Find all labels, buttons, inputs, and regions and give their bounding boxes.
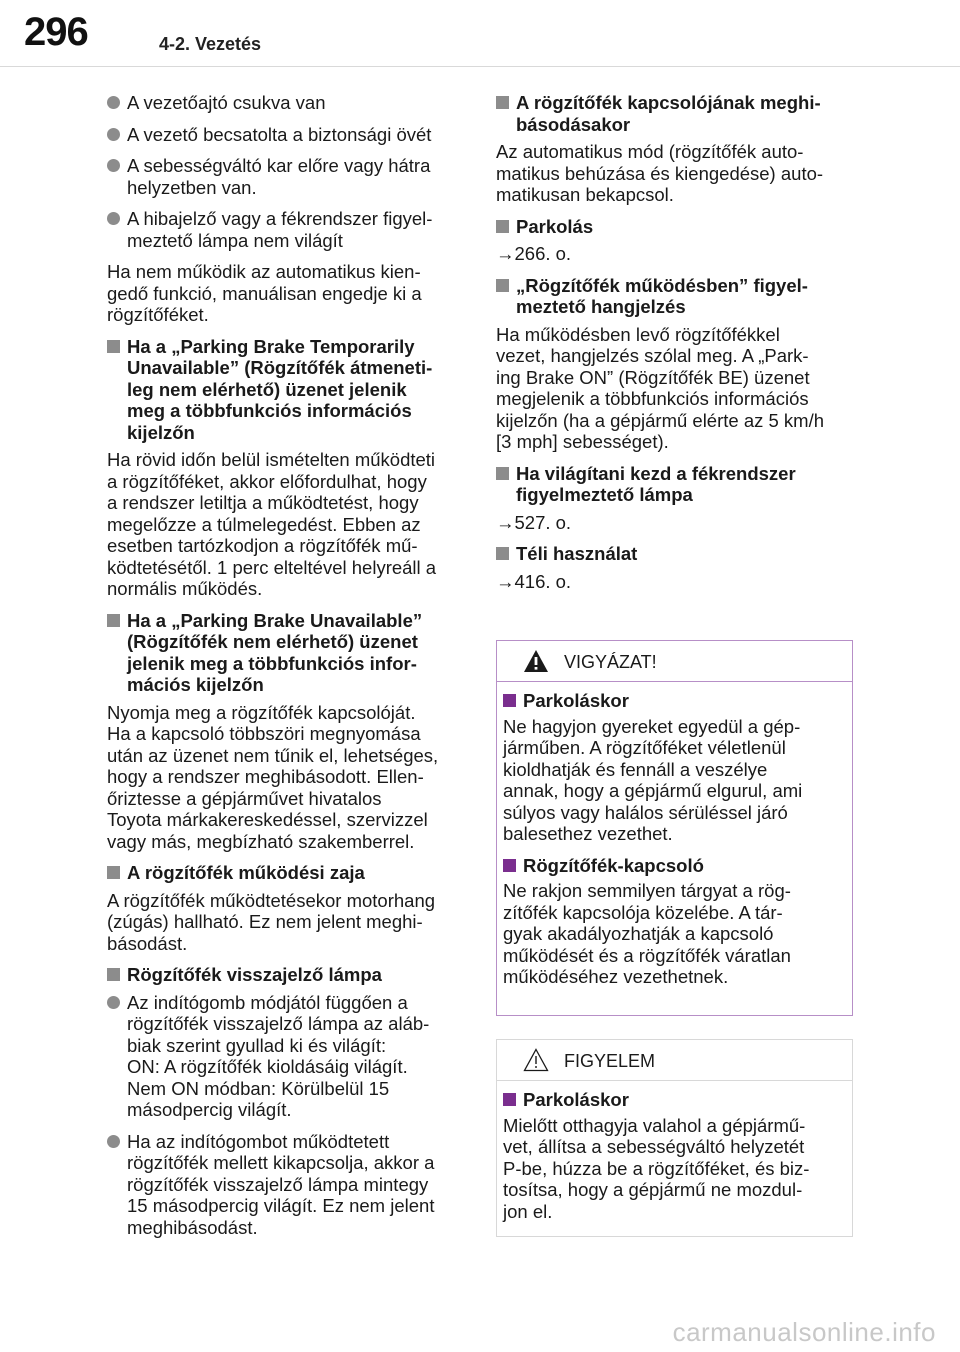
section-heading: Téli használat: [496, 543, 854, 565]
watermark: carmanualsonline.info: [672, 1317, 936, 1347]
paragraph: Ha működésben levő rögzítőfékkel vezet, hangjelzés szólal meg. A „Park- ing Brake ON” (Rögzítőfék BE) üzenet megjelenik a többfunkciós információs kijelzőn (ha a gépjármű elérte az 5 km/h [3 mph] sebességet).: [496, 323, 825, 452]
square-bullet-icon: [496, 547, 509, 560]
paragraph: Nyomja meg a rögzítőfék kapcsolóját. Ha a kapcsoló többszöri megnyomása után az üzenet nem tűnik el, lehetséges, hogy a rendszer meghibásodott. Ellen- őriztesse a gépjárművet hivatalos Toyota márkakereskedéssel, szervizzel vagy más, megbízható szakemberrel.: [107, 701, 439, 852]
notice-header: [497, 1040, 852, 1081]
paragraph: Ne hagyjon gyereket egyedül a gép- járműben. A rögzítőféket véletlenül kioldhatják és fennáll a veszélye annak, hogy a gépjármű elgurul, ami súlyos vagy halálos sérüléssel járó balesethez vezethet.: [503, 715, 803, 844]
caution-box: [496, 640, 853, 1016]
square-bullet-icon: [107, 614, 120, 627]
header-divider: [0, 66, 960, 67]
page-reference: →527. o.: [496, 511, 572, 533]
right-column: [496, 92, 854, 602]
bullet-icon: [107, 996, 120, 1009]
square-bullet-icon: [496, 467, 509, 480]
list-item: A hibajelző vagy a fékrendszer figyel- meztető lámpa nem világít: [107, 208, 465, 251]
section-heading: Ha a „Parking Brake Unavailable” (Rögzítőfék nem elérhető) üzenet jelenik meg a többfunkciós infor- mációs kijelzőn: [107, 610, 465, 696]
square-bullet-icon: [496, 279, 509, 292]
page-reference: →266. o.: [496, 243, 572, 264]
bullet-icon: [107, 128, 120, 141]
section-heading: A rögzítőfék kapcsolójának meghi- básodásakor: [496, 92, 854, 135]
section-title: 4-2. Vezetés: [159, 34, 262, 54]
bullet-icon: [107, 96, 120, 109]
caution-header: [497, 641, 852, 682]
paragraph: Mielőtt otthagyja valahol a gépjármű- vet, állítsa a sebességváltó helyzetét P-be, húzza be a rögzítőféket, és biz- tosítsa, hogy a gépjármű ne mozdul- jon el.: [503, 1114, 810, 1222]
paragraph: A rögzítőfék működtetésekor motorhang (zúgás) hallható. Ez nem jelent meghi- básodást.: [107, 889, 436, 954]
notice-title: FIGYELEM: [564, 1051, 656, 1071]
list-item: A vezető becsatolta a biztonsági övét: [107, 124, 465, 146]
list-item: Ha az indítógombot működtetett rögzítőfék mellett kikapcsolja, akkor a rögzítőfék visszajelző lámpa mintegy 15 másodpercig világít. Ez nem jelent meghibásodást.: [107, 1131, 465, 1239]
paragraph: Az automatikus mód (rögzítőfék auto- matikus behúzása és kiengedése) auto- matikusan bekapcsol.: [496, 141, 824, 205]
paragraph: Ha nem működik az automatikus kien- gedő funkció, manuálisan engedje ki a rögzítőféket.: [107, 261, 422, 325]
page-number: 296: [24, 10, 88, 54]
warning-triangle-icon: [523, 649, 549, 673]
section-heading: A rögzítőfék működési zaja: [107, 862, 465, 884]
list-item: A sebességváltó kar előre vagy hátra helyzetben van.: [107, 155, 465, 198]
square-bullet-icon: [503, 694, 516, 707]
square-bullet-icon: [503, 859, 516, 872]
page-reference: →416. o.: [496, 570, 572, 592]
paragraph: Ha rövid időn belül ismételten működteti a rögzítőféket, akkor előfordulhat, hogy a rendszer letiltja a működtetést, hogy megelőzze a túlmelegedést. Ebben az esetben tartózkodjon a rögzítőfék mű- ködtetésétől. 1 perc elteltével helyreáll a normális működés.: [107, 449, 437, 599]
section-heading: Parkoláskor: [503, 1089, 846, 1111]
section-heading: Ha világítani kezd a fékrendszer figyelmeztető lámpa: [496, 463, 854, 506]
section-heading: Rögzítőfék-kapcsoló: [503, 855, 846, 877]
section-heading: Rögzítőfék visszajelző lámpa: [107, 964, 465, 986]
square-bullet-icon: [107, 866, 120, 879]
bullet-icon: [107, 1135, 120, 1148]
square-bullet-icon: [107, 340, 120, 353]
section-heading: Ha a „Parking Brake Temporarily Unavailable” (Rögzítőfék átmeneti- leg nem elérhető) üzenet jelenik meg a többfunkciós információs kijelzőn: [107, 336, 465, 444]
square-bullet-icon: [503, 1093, 516, 1106]
section-heading: Parkoláskor: [503, 690, 846, 712]
notice-box: [496, 1039, 853, 1237]
square-bullet-icon: [107, 968, 120, 981]
square-bullet-icon: [496, 220, 509, 233]
paragraph: Ne rakjon semmilyen tárgyat a rög- zítőfék kapcsolója közelébe. A tár- gyak akadályozhatják a kapcsoló működését és a rögzítőfék váratlan működéséhez vezethetnek.: [503, 880, 791, 987]
section-heading: Parkolás: [496, 216, 854, 238]
list-item: Az indítógomb módjától függően a rögzítőfék visszajelző lámpa az aláb- biak szerint gyullad ki és világít: ON: A rögzítőfék kioldásáig világít. Nem ON módban: Körülbelül 15 másodpercig világít.: [107, 992, 465, 1121]
square-bullet-icon: [496, 96, 509, 109]
section-heading: „Rögzítőfék működésben” figyel- meztető hangjelzés: [496, 275, 854, 318]
list-item: A vezetőajtó csukva van: [107, 92, 465, 114]
notice-triangle-icon: [523, 1048, 549, 1072]
left-column: [107, 92, 465, 1248]
caution-title: VIGYÁZAT!: [564, 652, 657, 672]
bullet-icon: [107, 212, 120, 225]
bullet-icon: [107, 159, 120, 172]
